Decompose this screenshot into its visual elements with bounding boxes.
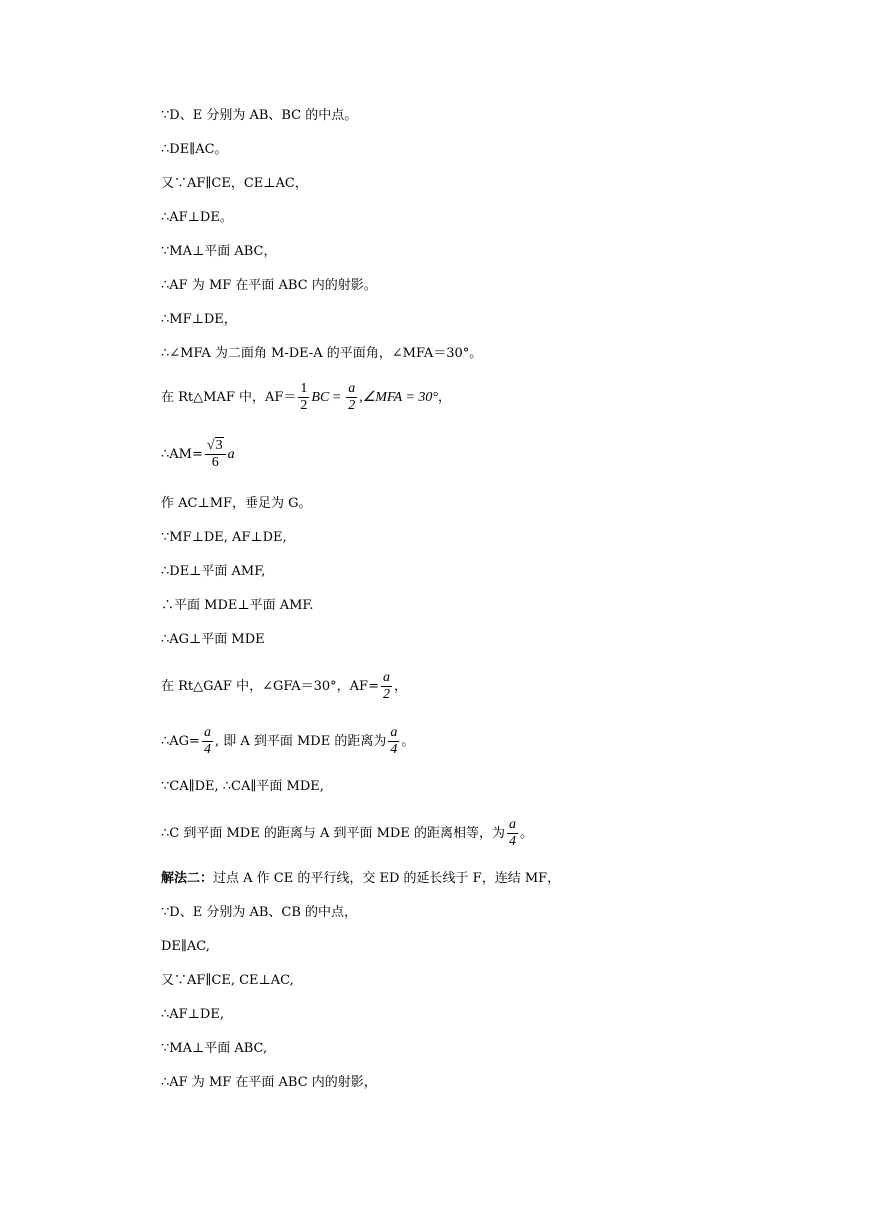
method-two-heading: 解法二： <box>161 871 214 886</box>
line-16-prefix: 在 Rt△GAF 中，∠GFA＝30°，AF= <box>161 679 379 694</box>
proof-line-9 <box>161 381 451 414</box>
proof-line-17 <box>161 725 414 758</box>
fraction-numerator: a <box>390 725 398 740</box>
fraction-numerator <box>205 438 226 454</box>
proof-line-24: ∴AF⊥DE, <box>161 1007 224 1022</box>
line-17-suffix: 。 <box>401 734 415 749</box>
proof-line-18: ∵CA∥DE, ∴CA∥平面 MDE, <box>161 779 324 794</box>
proof-line-2: ∴DE∥AC。 <box>161 142 228 157</box>
fraction-a-over-2 <box>346 381 357 414</box>
fraction-a-over-4 <box>202 725 213 758</box>
proof-line-4: ∴AF⊥DE。 <box>161 210 233 225</box>
line-20-text: 过点 A 作 CE 的平行线，交 ED 的延长线于 F，连结 MF， <box>213 871 561 886</box>
fraction-denominator: 6 <box>205 454 226 471</box>
fraction-denominator: 4 <box>390 742 398 757</box>
fraction-a-over-4 <box>388 725 399 758</box>
proof-line-15: ∴AG⊥平面 MDE <box>161 632 265 647</box>
proof-line-14: ∴平面 MDE⊥平面 AMF. <box>161 598 314 613</box>
fraction-numerator: a <box>382 670 390 685</box>
fraction-a-over-4 <box>507 817 518 850</box>
proof-line-19 <box>161 817 533 850</box>
fraction-denominator: 2 <box>348 398 356 413</box>
fraction-numerator: a <box>508 817 516 832</box>
fraction-root3-over-6 <box>205 438 226 471</box>
proof-line-1: ∵D、E 分别为 AB、BC 的中点。 <box>161 108 358 123</box>
proof-line-8: ∴∠MFA 为二面角 M-DE-A 的平面角，∠MFA＝30°。 <box>161 346 483 361</box>
proof-line-21: ∵D、E 分别为 AB、CB 的中点， <box>161 905 358 920</box>
proof-line-11: 作 AC⊥MF，垂足为 G。 <box>161 496 312 511</box>
square-root: √3 <box>206 438 223 453</box>
line-9-suffix: ， <box>438 390 452 405</box>
line-17-middle: , 即 A 到平面 MDE 的距离为 <box>214 734 387 749</box>
fraction-denominator: 4 <box>203 742 211 757</box>
proof-line-16 <box>161 670 407 703</box>
equals-sign: = <box>329 390 345 405</box>
proof-line-7: ∴MF⊥DE， <box>161 312 237 327</box>
proof-line-20 <box>161 870 560 888</box>
angle-mfa-expression: ,∠MFA = 30° <box>359 390 439 405</box>
line-19-prefix: ∴C 到平面 MDE 的距离与 A 到平面 MDE 的距离相等，为 <box>161 826 505 841</box>
proof-line-10 <box>161 438 235 471</box>
proof-line-23: 又∵AF∥CE, CE⊥AC, <box>161 973 294 988</box>
proof-line-5: ∵MA⊥平面 ABC， <box>161 244 277 259</box>
segment-bc: BC <box>311 390 330 405</box>
line-16-suffix: ， <box>393 679 407 694</box>
proof-line-22: DE∥AC, <box>161 939 210 954</box>
proof-line-13: ∴DE⊥平面 AMF, <box>161 564 266 579</box>
line-9-prefix: 在 Rt△MAF 中，AF＝ <box>161 390 297 405</box>
proof-line-6: ∴AF 为 MF 在平面 ABC 内的射影。 <box>161 278 377 293</box>
proof-line-25: ∵MA⊥平面 ABC, <box>161 1041 268 1056</box>
proof-line-3: 又∵AF∥CE，CE⊥AC， <box>161 176 308 191</box>
fraction-numerator: 1 <box>300 381 308 396</box>
line-17-prefix: ∴AG= <box>161 734 200 749</box>
line-10-prefix: ∴AM= <box>161 447 203 462</box>
proof-line-26: ∴AF 为 MF 在平面 ABC 内的射影， <box>161 1075 377 1090</box>
fraction-numerator: a <box>348 381 356 396</box>
fraction-a-over-2 <box>381 670 392 703</box>
fraction-denominator: 4 <box>508 834 516 849</box>
fraction-numerator: a <box>203 725 211 740</box>
radicand: 3 <box>215 438 223 453</box>
line-19-suffix: 。 <box>519 826 533 841</box>
fraction-denominator: 2 <box>300 398 308 413</box>
proof-line-12: ∵MF⊥DE, AF⊥DE, <box>161 530 287 545</box>
variable-a: a <box>227 447 235 462</box>
fraction-denominator: 2 <box>382 687 390 702</box>
fraction-one-half <box>298 381 309 414</box>
